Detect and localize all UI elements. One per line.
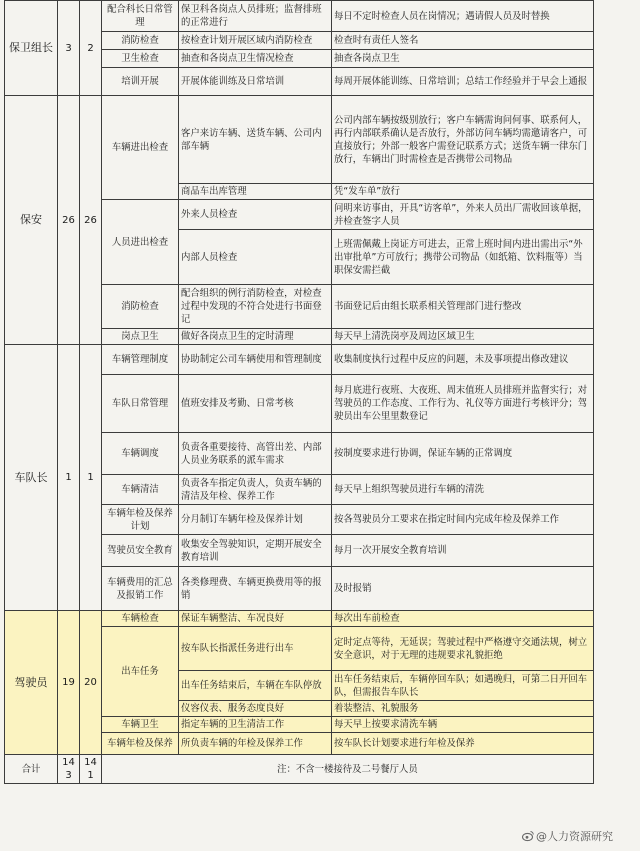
total-count-a: 143 bbox=[58, 755, 80, 784]
content-cell: 值班安排及考勤、日常考核 bbox=[179, 375, 332, 433]
requirement-cell: 每天早上按要求清洗车辆 bbox=[332, 717, 594, 733]
requirement-cell: 问明来访事由，开具“访客单”，外来人员出厂需收回该单据，并检查签字人员 bbox=[332, 200, 594, 230]
project-cell: 车辆检查 bbox=[102, 611, 179, 627]
requirement-cell: 每天早上组织驾驶员进行车辆的清洗 bbox=[332, 475, 594, 505]
content-cell: 抽查和各岗点卫生情况检查 bbox=[179, 50, 332, 68]
content-cell: 外来人员检查 bbox=[179, 200, 332, 230]
content-cell: 内部人员检查 bbox=[179, 230, 332, 285]
content-cell: 配合组织的例行消防检查，对检查过程中发现的不符合处进行书面登记 bbox=[179, 285, 332, 329]
project-cell: 配合科长日常管理 bbox=[102, 1, 179, 32]
content-cell: 各类修理费、车辆更换费用等的报销 bbox=[179, 567, 332, 611]
count-cell: 19 bbox=[58, 611, 80, 755]
table-row bbox=[5, 345, 594, 375]
total-row bbox=[5, 755, 594, 784]
role-cell: 保卫组长 bbox=[5, 1, 58, 96]
table-row bbox=[5, 96, 594, 184]
total-label: 合计 bbox=[5, 755, 58, 784]
content-cell: 所负责车辆的年检及保养工作 bbox=[179, 733, 332, 755]
project-cell: 车队日常管理 bbox=[102, 375, 179, 433]
role-cell: 车队长 bbox=[5, 345, 58, 611]
requirement-cell: 凭“发车单”放行 bbox=[332, 184, 594, 200]
watermark-text: @人力资源研究 bbox=[536, 830, 613, 843]
requirement-cell: 每日不定时检查人员在岗情况；遇请假人员及时替换 bbox=[332, 1, 594, 32]
requirement-cell: 着装整洁、礼貌服务 bbox=[332, 701, 594, 717]
project-cell: 车辆管理制度 bbox=[102, 345, 179, 375]
content-cell: 协助制定公司车辆使用和管理制度 bbox=[179, 345, 332, 375]
content-cell: 指定车辆的卫生清洁工作 bbox=[179, 717, 332, 733]
count-cell: 26 bbox=[80, 96, 102, 345]
content-cell: 保证车辆整洁、车况良好 bbox=[179, 611, 332, 627]
content-cell: 做好各岗点卫生的定时清理 bbox=[179, 329, 332, 345]
count-cell: 26 bbox=[58, 96, 80, 345]
project-cell: 消防检查 bbox=[102, 285, 179, 329]
content-cell: 负责各重要接待、高管出差、内部人员业务联系的派车需求 bbox=[179, 433, 332, 475]
project-cell: 消防检查 bbox=[102, 32, 179, 50]
content-cell: 开展体能训练及日常培训 bbox=[179, 68, 332, 96]
project-cell: 车辆年检及保养 bbox=[102, 733, 179, 755]
content-cell: 商品车出库管理 bbox=[179, 184, 332, 200]
requirement-cell: 上班需佩戴上岗证方可进去，正常上班时间内进出需出示“外出审批单”方可放行；携带公司物品（如纸箱、饮料瓶等）当职保安需拦截 bbox=[332, 230, 594, 285]
role-cell: 保安 bbox=[5, 96, 58, 345]
content-cell: 收集安全驾驶知识，定期开展安全教育培训 bbox=[179, 535, 332, 567]
project-cell: 岗点卫生 bbox=[102, 329, 179, 345]
content-cell: 负责各车指定负责人，负责车辆的清洁及年检、保养工作 bbox=[179, 475, 332, 505]
project-cell: 车辆调度 bbox=[102, 433, 179, 475]
requirement-cell: 每周开展体能训练、日常培训；总结工作经验并于早会上通报 bbox=[332, 68, 594, 96]
requirement-cell: 按制度要求进行协调，保证车辆的正常调度 bbox=[332, 433, 594, 475]
requirement-cell: 每月一次开展安全教育培训 bbox=[332, 535, 594, 567]
content-cell: 客户来访车辆、送货车辆、公司内部车辆 bbox=[179, 96, 332, 184]
total-note: 注：不含一楼接待及二号餐厅人员 bbox=[102, 755, 594, 784]
content-cell: 按检查计划开展区域内消防检查 bbox=[179, 32, 332, 50]
content-cell: 按车队长指派任务进行出车 bbox=[179, 627, 332, 671]
project-cell: 出车任务 bbox=[102, 627, 179, 717]
role-cell: 驾驶员 bbox=[5, 611, 58, 755]
watermark bbox=[522, 828, 613, 844]
requirement-cell: 每次出车前检查 bbox=[332, 611, 594, 627]
table-row bbox=[5, 611, 594, 627]
content-cell: 分月制订车辆年检及保养计划 bbox=[179, 505, 332, 535]
project-cell: 车辆卫生 bbox=[102, 717, 179, 733]
count-cell: 3 bbox=[58, 1, 80, 96]
content-cell: 仪容仪表、服务态度良好 bbox=[179, 701, 332, 717]
content-cell: 出车任务结束后，车辆在车队停放 bbox=[179, 671, 332, 701]
project-cell: 人员进出检查 bbox=[102, 200, 179, 285]
staff-duty-table bbox=[4, 0, 594, 784]
weibo-logo-icon bbox=[522, 830, 534, 842]
requirement-cell: 收集制度执行过程中反应的问题，未及事项提出修改建议 bbox=[332, 345, 594, 375]
requirement-cell: 按车队长计划要求进行年检及保养 bbox=[332, 733, 594, 755]
project-cell: 培训开展 bbox=[102, 68, 179, 96]
project-cell: 驾驶员安全教育 bbox=[102, 535, 179, 567]
requirement-cell: 出车任务结束后，车辆停回车队；如遇晚归，可第二日开回车队，但需报告车队长 bbox=[332, 671, 594, 701]
requirement-cell: 定时定点等待，无延误；驾驶过程中严格遵守交通法规，树立安全意识，对于无理的违规要求礼貌拒绝 bbox=[332, 627, 594, 671]
count-cell: 1 bbox=[58, 345, 80, 611]
requirement-cell: 每天早上清洗岗亭及周边区域卫生 bbox=[332, 329, 594, 345]
table-row bbox=[5, 1, 594, 32]
total-count-b: 141 bbox=[80, 755, 102, 784]
requirement-cell: 按各驾驶员分工要求在指定时间内完成年检及保养工作 bbox=[332, 505, 594, 535]
requirement-cell: 检查时有责任人签名 bbox=[332, 32, 594, 50]
requirement-cell: 抽查各岗点卫生 bbox=[332, 50, 594, 68]
count-cell: 1 bbox=[80, 345, 102, 611]
project-cell: 车辆进出检查 bbox=[102, 96, 179, 200]
requirement-cell: 每月底进行夜班、大夜班、周末值班人员排班并监督实行；对驾驶员的工作态度、工作行为、礼仪等方面进行考核评分；驾驶员出车公里里数登记 bbox=[332, 375, 594, 433]
requirement-cell: 书面登记后由组长联系相关管理部门进行整改 bbox=[332, 285, 594, 329]
requirement-cell: 及时报销 bbox=[332, 567, 594, 611]
project-cell: 车辆费用的汇总及报销工作 bbox=[102, 567, 179, 611]
project-cell: 车辆年检及保养计划 bbox=[102, 505, 179, 535]
count-cell: 20 bbox=[80, 611, 102, 755]
content-cell: 保卫科各岗点人员排班；监督排班的正常进行 bbox=[179, 1, 332, 32]
project-cell: 卫生检查 bbox=[102, 50, 179, 68]
count-cell: 2 bbox=[80, 1, 102, 96]
project-cell: 车辆清洁 bbox=[102, 475, 179, 505]
requirement-cell: 公司内部车辆按级别放行；客户车辆需询问何事、联系何人，再行内部联系确认是否放行，外部访问车辆均需邀请客户，可直接放行；外部一般客户需登记联系方式；送货车辆一律东门放行，车辆出门时需检查是否携带公司物品 bbox=[332, 96, 594, 184]
